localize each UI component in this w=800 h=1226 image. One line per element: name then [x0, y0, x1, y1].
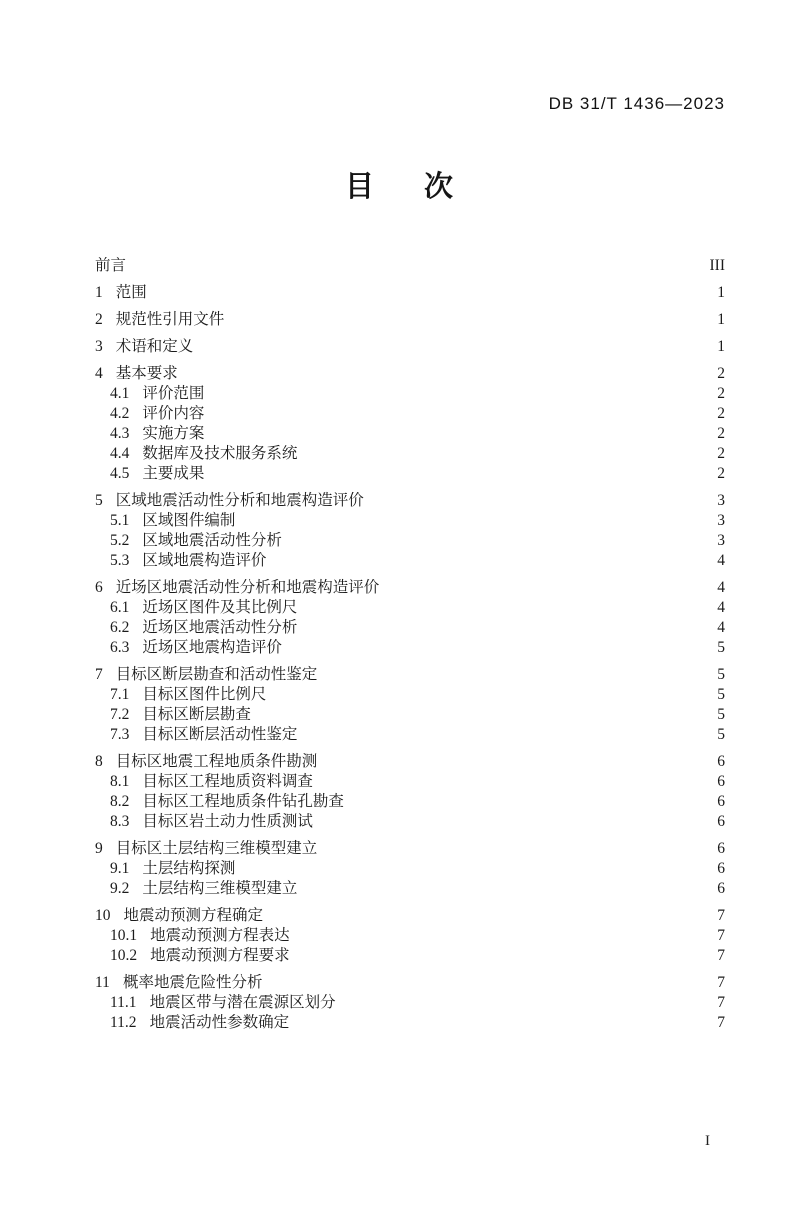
toc-entry-label: 实施方案: [142, 425, 205, 442]
toc-entry-number: 4.3: [110, 425, 130, 442]
toc-entry-label: 目标区岩土动力性质测试: [142, 813, 313, 830]
toc-entry: [95, 444, 725, 464]
toc-entry-page: 6: [717, 753, 725, 770]
toc-entry-number: 5.1: [110, 512, 130, 529]
toc-entry-number: 6: [95, 579, 103, 596]
toc-entry-label: 地震区带与潜在震源区划分: [149, 994, 336, 1011]
toc-entry-label: 土层结构三维模型建立: [142, 880, 298, 897]
toc-entry: [95, 973, 725, 993]
toc-entry-label: 地震动预测方程表达: [150, 927, 290, 944]
toc-entry-page: 2: [717, 365, 725, 382]
toc-entry-label: 近场区地震活动性分析: [142, 619, 298, 636]
toc-entry-label: 评价内容: [142, 405, 205, 422]
toc-entry-label: 数据库及技术服务系统: [142, 445, 298, 462]
toc-entry: [95, 705, 725, 725]
toc-entry-number: 4.4: [110, 445, 130, 462]
toc-entry-page: 1: [717, 284, 725, 301]
toc-entry-number: 1: [95, 284, 103, 301]
toc-entry-number: 4: [95, 365, 103, 382]
toc-entry-page: 7: [717, 1014, 725, 1031]
toc-entry: [95, 812, 725, 832]
toc-entry-label: 目标区断层活动性鉴定: [142, 726, 298, 743]
toc-entry-page: 6: [717, 793, 725, 810]
toc-entry: [95, 384, 725, 404]
toc-entry-page: 4: [717, 579, 725, 596]
toc-entry-label: 近场区地震活动性分析和地震构造评价: [115, 579, 380, 596]
toc-entry-page: 6: [717, 880, 725, 897]
toc-entry-label: 前言: [95, 257, 127, 274]
toc-entry-number: 8: [95, 753, 103, 770]
toc-entry-number: 8.2: [110, 793, 130, 810]
toc-entry-label: 目标区断层勘查和活动性鉴定: [115, 666, 318, 683]
toc-entry-number: 10.1: [110, 927, 138, 944]
toc-entry-number: 9.2: [110, 880, 130, 897]
toc-entry-number: 7: [95, 666, 103, 683]
toc-entry: [95, 424, 725, 444]
toc-entry-number: 11.1: [110, 994, 137, 1011]
toc-entry-label: 目标区图件比例尺: [142, 686, 267, 703]
toc-entry-page: 4: [717, 619, 725, 636]
toc-entry-number: 6.1: [110, 599, 130, 616]
toc-entry-number: 4.5: [110, 465, 130, 482]
toc-entry: [95, 404, 725, 424]
toc-entry-number: 11: [95, 974, 110, 991]
toc-entry-page: 6: [717, 840, 725, 857]
toc-entry-number: 11.2: [110, 1014, 137, 1031]
toc-entry-number: 7.3: [110, 726, 130, 743]
toc-entry-label: 范围: [115, 284, 147, 301]
toc-entry-page: 7: [717, 994, 725, 1011]
toc-entry: [95, 772, 725, 792]
toc-entry-label: 目标区断层勘查: [142, 706, 251, 723]
toc-entry-number: 10.2: [110, 947, 138, 964]
footer-page-number: I: [705, 1133, 710, 1149]
toc-entry-number: 6.2: [110, 619, 130, 636]
toc-entry: [95, 283, 725, 303]
toc-entry-page: 5: [717, 726, 725, 743]
toc-entry: [95, 364, 725, 384]
toc-entry-label: 地震动预测方程要求: [150, 947, 290, 964]
toc-entry-label: 土层结构探测: [142, 860, 236, 877]
toc-entry-page: 7: [717, 974, 725, 991]
toc-entry-label: 区域地震活动性分析: [142, 532, 282, 549]
page-title: 目 次: [344, 171, 456, 203]
toc-entry-number: 8.3: [110, 813, 130, 830]
toc-entry-number: 4.1: [110, 385, 130, 402]
toc-entry: [95, 926, 725, 946]
toc-entry-page: 4: [717, 552, 725, 569]
toc-entry-label: 近场区地震构造评价: [142, 639, 282, 656]
toc-entry-page: 5: [717, 639, 725, 656]
toc-entry: [95, 665, 725, 685]
toc-entry-number: 3: [95, 338, 103, 355]
toc-entry-page: 4: [717, 599, 725, 616]
toc-entry-page: 2: [717, 405, 725, 422]
toc-entry: [95, 993, 725, 1013]
toc-entry-number: 5.2: [110, 532, 130, 549]
toc-entry-label: 近场区图件及其比例尺: [142, 599, 298, 616]
toc-entry: [95, 906, 725, 926]
toc-entry-label: 区域地震活动性分析和地震构造评价: [115, 492, 364, 509]
toc-entry-page: 2: [717, 445, 725, 462]
toc-entry-page: III: [709, 257, 725, 274]
toc-entry-label: 地震活动性参数确定: [149, 1014, 290, 1031]
toc-entry-page: 7: [717, 927, 725, 944]
document-page: [0, 94, 800, 1226]
toc-entry-label: 基本要求: [115, 365, 178, 382]
toc-entry-label: 概率地震危险性分析: [122, 974, 263, 991]
toc-entry: [95, 946, 725, 966]
toc-entry: [95, 618, 725, 638]
toc-entry: [95, 859, 725, 879]
toc-entry: [95, 792, 725, 812]
toc-entry: [95, 839, 725, 859]
standard-code: DB 31/T 1436—2023: [548, 94, 725, 113]
toc-entry: [95, 551, 725, 571]
toc-entry-number: 9: [95, 840, 103, 857]
toc-entry-page: 2: [717, 425, 725, 442]
toc-entry-page: 3: [717, 492, 725, 509]
toc-entry-page: 5: [717, 666, 725, 683]
toc-entry: [95, 598, 725, 618]
toc-entry: [95, 464, 725, 484]
toc-entry: [95, 752, 725, 772]
toc-entry-page: 1: [717, 338, 725, 355]
toc-entry-page: 6: [717, 860, 725, 877]
toc-entry-page: 6: [717, 813, 725, 830]
toc-entry-label: 目标区工程地质资料调查: [142, 773, 313, 790]
toc-entry: [95, 531, 725, 551]
toc-entry-page: 3: [717, 532, 725, 549]
toc-entry: [95, 1013, 725, 1033]
toc-entry-label: 主要成果: [142, 465, 205, 482]
toc-entry-number: 5: [95, 492, 103, 509]
toc-entry-page: 2: [717, 465, 725, 482]
toc-entry-number: 6.3: [110, 639, 130, 656]
toc-entry-page: 2: [717, 385, 725, 402]
toc-entry-label: 区域图件编制: [142, 512, 236, 529]
toc-entry-number: 7.2: [110, 706, 130, 723]
toc-entry-label: 评价范围: [142, 385, 205, 402]
toc-entry-page: 5: [717, 706, 725, 723]
toc-entry-number: 7.1: [110, 686, 130, 703]
toc-list: [95, 256, 725, 1033]
toc-entry-number: 2: [95, 311, 103, 328]
toc-entry: [95, 638, 725, 658]
toc-entry-label: 目标区地震工程地质条件勘测: [115, 753, 318, 770]
toc-entry-label: 目标区土层结构三维模型建立: [115, 840, 318, 857]
toc-entry-page: 5: [717, 686, 725, 703]
toc-entry-page: 6: [717, 773, 725, 790]
toc-entry-page: 7: [717, 907, 725, 924]
toc-entry: [95, 491, 725, 511]
toc-entry-number: 4.2: [110, 405, 130, 422]
toc-entry-label: 规范性引用文件: [115, 311, 225, 328]
toc-entry: [95, 879, 725, 899]
toc-entry: [95, 725, 725, 745]
toc-entry: [95, 337, 725, 357]
toc-entry: [95, 685, 725, 705]
toc-entry: [95, 310, 725, 330]
toc-entry-label: 区域地震构造评价: [142, 552, 267, 569]
toc-entry-number: 10: [95, 907, 111, 924]
toc-entry-page: 7: [717, 947, 725, 964]
toc-entry-label: 术语和定义: [115, 338, 194, 355]
toc-entry-number: 9.1: [110, 860, 130, 877]
toc-entry: [95, 511, 725, 531]
toc-entry-page: 3: [717, 512, 725, 529]
toc-entry-label: 地震动预测方程确定: [123, 907, 264, 924]
toc-entry-label: 目标区工程地质条件钻孔勘查: [142, 793, 344, 810]
toc-entry: [95, 256, 725, 276]
toc-entry: [95, 578, 725, 598]
toc-entry-page: 1: [717, 311, 725, 328]
toc-entry-number: 5.3: [110, 552, 130, 569]
toc-entry-number: 8.1: [110, 773, 130, 790]
